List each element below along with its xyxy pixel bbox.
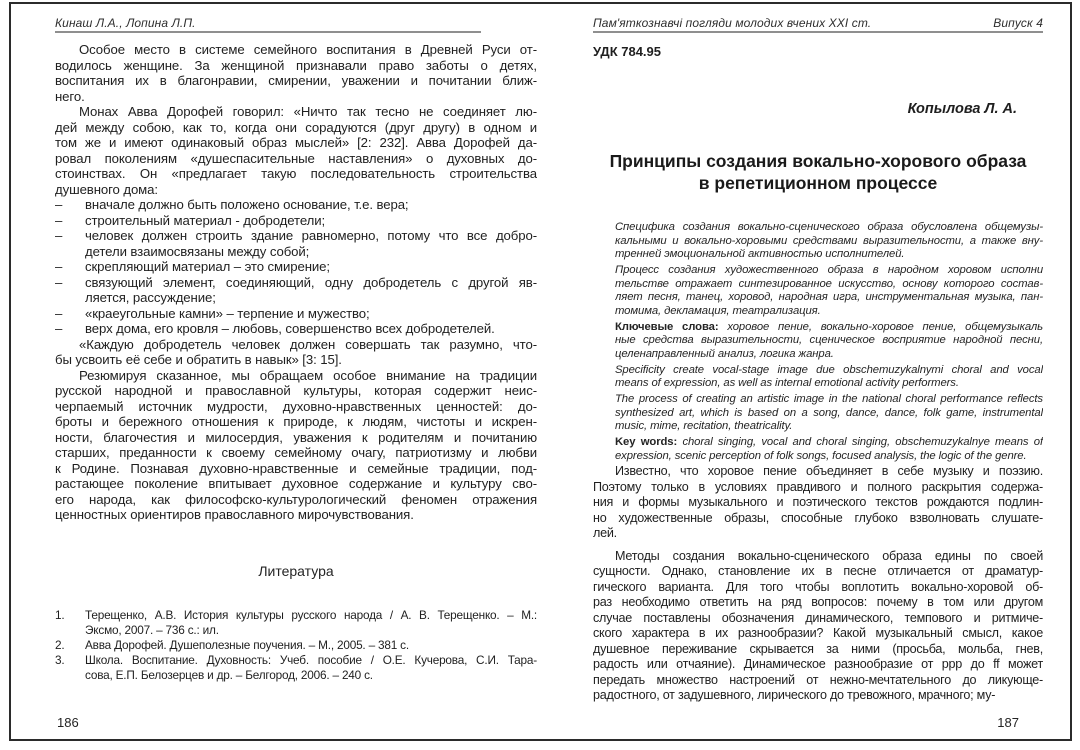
paragraph [615,364,1043,391]
text-line: детели взаимосвязаны между собой; [85,243,310,259]
text-line: ского характера в их разнообразии? Какой музыкальный смысл, какое [593,626,1043,640]
text-line: ности, благочестия и милосердия, уважения к родителям и почитанию [55,429,537,445]
text-line: ния и формы музыкального и поэтического текстов рождаются подлин- [593,495,1043,509]
text-line: русской народной и православной культуры, которая содержит неис- [55,383,537,398]
text-line: сова, Е.П. Белозерцев и др. – Белгород, 2006. – 240 с. [85,668,373,682]
list-item-text [85,275,537,306]
list-item-text [85,228,537,259]
list-item-text [85,306,537,322]
list-item [55,275,537,306]
text-line: Specificity create vocal-stage image due obschemuzykalnymi choral and vocal [615,363,1043,376]
text-line: броты и бережного отношения к природе, к людям, чистоты и искрен- [55,414,537,429]
text-line: тельстве отражает синтезированное искусство, основу которого состав- [615,277,1043,290]
text-line: means of expression, as well as internal emotional activity performers. [615,377,959,389]
text-line: Школа. Воспитание. Духовность: Учеб. пособие / О.Е. Кучерова, С.И. Тара- [85,653,537,667]
list-item [55,197,537,213]
text-line: том же и имеют одинаковый образ мыслей» [2: 232]. Авва Дорофей да- [55,135,537,150]
text-line: «Каждую добродетель человек должен совершать так разумно, что- [79,336,537,352]
text-line: связующий элемент, соединяющий, одну добродетель с другой яв- [85,274,537,290]
list-marker: 2. [55,638,65,652]
text-line: Терещенко, А.В. История культуры русского народа / А. В. Терещенко. – М.: [85,608,537,622]
text-line: «краеугольные камни» – терпение и мужество; [85,305,370,321]
left-page-number: 186 [57,715,79,730]
text-line: случае поставлены обозначения динамического, темпового и ритмиче- [593,610,1043,625]
paragraph [593,464,1043,542]
paragraph [55,337,537,368]
text-line: кальными и вокально-хоровыми средствами выразительности, а также вну- [615,234,1043,247]
text-line: него. [55,88,85,104]
text-line: верх дома, его кровля – любовь, совершенство всех добродетелей. [85,321,495,336]
paragraph [615,436,1043,463]
text-line: Поэтому только в условиях правдивого и полного раскрытия содержа- [593,479,1043,494]
text-line: ляет песня, танец, хоровод, народная игра, инструментальная музыка, пан- [615,291,1043,303]
text-line: воспитания их в благонравии, смирении, уважении и почитании ближ- [55,73,537,88]
left-header-rule [55,31,481,33]
text-line: лей. [593,526,617,540]
reference-list [55,608,537,683]
text-line: The process of creating an artistic image in the national choral performance reflects [615,393,1043,405]
text-line: ные средства выразительности, сценическое восприятие народной песни, [615,334,1043,346]
text-line: томима, декламация, театрализация. [615,304,821,317]
text-line: Key words: choral singing, vocal and choral singing, obschemuzykalnye means of [615,436,1043,448]
literature-heading: Литература [258,563,334,579]
left-running-header: Кинаш Л.А., Лопина Л.П. [55,16,196,30]
text-line: Авва Дорофей. Душеполезные поучения. – М., 2005. – 381 с. [85,638,409,652]
text-line: старших, преданности к своему семейному очагу, патриотизму и любви [55,445,537,460]
text-line: черпаемый источник мудрости, духовно-нравственных ценностей: до- [55,398,537,414]
list-item [55,259,537,275]
paragraph [55,42,537,104]
list-item-text [85,608,537,638]
text-line: Эксмо, 2007. – 736 с.: ил. [85,623,219,637]
text-line: водилось женщине. За женщиной признавали право заботы о детях, [55,57,537,73]
list-item-text [85,653,537,683]
list-marker: – [55,228,63,243]
list-item [55,608,537,638]
text-line: сущности. Однако, становление их в песне отличается от драматур- [593,564,1043,578]
paragraph [615,321,1043,362]
text-line: Специфика создания вокально-сценического образа обусловлена общемузы- [615,221,1043,233]
paragraph [615,221,1043,262]
text-line: человек должен строить здание равномерно, потому что все добро- [85,228,537,243]
list-item-text [85,321,537,337]
text-line: Процесс создания художественного образа в народном хоровом исполни [615,264,1043,276]
text-line: ценностных ориентиров православного мирочувствования. [55,507,414,522]
list-item-text [85,213,537,229]
right-page [593,0,1043,750]
right-page-number: 187 [997,715,1019,730]
left-body-text [55,42,537,523]
list-marker: – [55,259,63,274]
list-item [55,653,537,683]
text-line: радость или отчаяние). Динамическое разнообразие от ppp до ff может [593,657,1043,671]
paragraph [615,264,1043,318]
list-marker: 1. [55,608,65,622]
text-line: Принципы создания вокально-хорового образа [609,151,1027,171]
text-line: Ключевые слова: хоровое пение, вокально-хоровое пение, общемузыкаль [615,320,1043,333]
issue-label: Випуск 4 [993,16,1043,30]
text-line: целенаправленный анализ, логика жанра. [615,347,834,360]
keyword-lead: Key words: [615,436,683,448]
right-running-header-row [593,16,1043,30]
left-body-paragraphs [55,42,537,197]
keyword-lead: Ключевые слова: [615,320,728,333]
left-page [55,0,537,750]
text-line: скрепляющий материал – это смирение; [85,259,330,274]
list-marker: 3. [55,653,65,667]
list-marker: – [55,321,63,336]
text-line: но художественные образы, способные глубоко взволновать слушате- [593,510,1043,525]
left-closing-paragraphs [55,337,537,523]
text-line: радостного, от задушевного, лирического до тревожного, мрачного; му- [593,688,996,702]
text-line: раз необходимо ответить на ряд вопросов: почему в том или другом [593,595,1043,609]
right-header-rule [593,31,1043,33]
list-item [55,228,537,259]
author-name: Копылова Л. А. [907,101,1017,117]
text-line: ляется, рассуждение; [85,290,216,305]
text-line: Известно, что хоровое пение объединяет в себе музыку и поэзию. [615,464,1043,478]
text-line: Особое место в системе семейного воспитания в Древней Руси от- [79,42,537,57]
right-body-text [593,464,1043,704]
text-line: душевного дома: [55,181,158,197]
text-line: music, mime, recitation, theatricality. [615,420,793,432]
list-marker: – [55,212,63,228]
right-running-header: Пам'яткознавчі погляди молодих вчених XXI ст. [593,16,872,30]
text-line: стоинствах. Он «предлагает такую последовательность строительства [55,166,537,181]
list-item-text [85,638,537,653]
text-line: растающее поколение впитывает духовное содержание и культуру сво- [55,476,537,491]
list-item [55,306,537,322]
list-marker: – [55,274,63,290]
text-line: дей между собою, как то, когда они сорадуются (друг другу) в одном и [55,119,537,135]
paragraph [593,549,1043,704]
text-line: его народа, как философско-культурологический феномен отражения [55,491,537,507]
list-item [55,321,537,337]
text-line: гического варианта. Для того чтобы воплотить вокально-хоровой об- [593,579,1043,594]
text-line: душевное переживание скрывается за ними (просьба, мольба, гнев, [593,641,1043,656]
article-title [593,150,1043,194]
list-marker: – [55,305,63,321]
text-line: Методы создания вокально-сценического образа едины по своей [615,548,1043,563]
text-line: передать множество настроений от нежно-мечтательного до ликующе- [593,672,1043,687]
paragraph [55,104,537,197]
abstract-block [615,221,1043,463]
list-item-text [85,197,537,213]
text-line: бы усвоить её себе и обратить в навык» [3: 15]. [55,352,342,367]
udc-label: УДК 784.95 [593,44,661,59]
virtue-list [55,197,537,337]
text-line: expression, scenic perception of folk songs, focused analysis, the logic of the genre. [615,449,1027,462]
list-item [55,213,537,229]
text-line: synthesized art, which is based on a song, dance, dance, folk game, instrumental [615,406,1043,419]
text-line: тренней эмоциональной активностью исполнителей. [615,248,905,260]
text-line: к Родине. Познавая духовно-нравственные и семейные традиции, под- [55,460,537,476]
text-line: Резюмируя сказанное, мы обращаем особое внимание на традиции [79,367,537,383]
text-line: в репетиционном процессе [698,173,938,193]
text-line: ровал поколениям «душеспасительные наставления» о духовных до- [55,150,537,166]
text-line: строительный материал - добродетели; [85,212,326,228]
paragraph [615,393,1043,434]
list-marker: – [55,197,63,212]
text-line: Монах Авва Дорофей говорил: «Ничто так тесно не соединяет лю- [79,104,537,119]
paragraph [55,368,537,523]
text-line: вначале должно быть положено основание, т.е. вера; [85,197,409,212]
list-item-text [85,259,537,275]
list-item [55,638,537,653]
